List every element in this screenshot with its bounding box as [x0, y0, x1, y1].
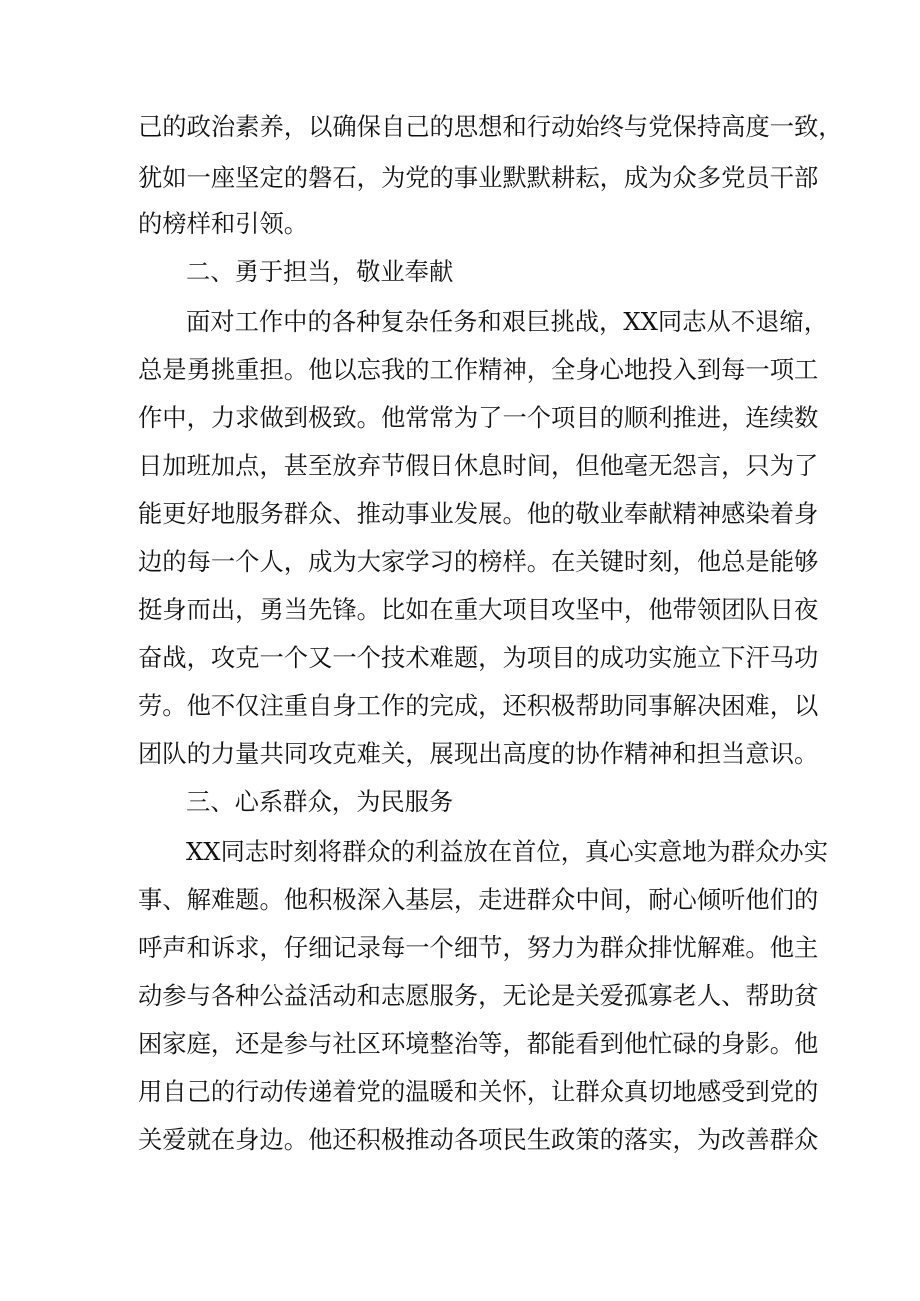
paragraph-line: 奋战，攻克一个又一个技术难题，为项目的成功实施立下汗马功 — [138, 643, 819, 672]
paragraph-line: 用自己的行动传递着党的温暖和关怀，让群众真切地感受到党的 — [138, 1077, 819, 1106]
paragraph-line: 己的政治素养，以确保自己的思想和行动始终与党保持高度一致， — [138, 112, 843, 141]
paragraph-line: 动参与各种公益活动和志愿服务，无论是关爱孤寡老人、帮助贫 — [138, 981, 819, 1010]
paragraph-line: 困家庭，还是参与社区环境整治等，都能看到他忙碌的身影。他 — [138, 1029, 819, 1058]
paragraph-line: 团队的力量共同攻克难关，展现出高度的协作精神和担当意识。 — [138, 739, 819, 768]
paragraph-line: 的榜样和引领。 — [138, 209, 309, 238]
paragraph-line: XX同志时刻将群众的利益放在首位，真心实意地为群众办实 — [186, 837, 829, 866]
paragraph-line: 日加班加点，甚至放弃节假日休息时间，但他毫无怨言，只为了 — [138, 451, 819, 480]
paragraph-line: 劳。他不仅注重自身工作的完成，还积极帮助同事解决困难，以 — [138, 691, 819, 720]
paragraph-line: 总是勇挑重担。他以忘我的工作精神，全身心地投入到每一项工 — [138, 355, 819, 384]
paragraph-line: 面对工作中的各种复杂任务和艰巨挑战，XX同志从不退缩， — [186, 307, 829, 336]
paragraph-line: 挺身而出，勇当先锋。比如在重大项目攻坚中，他带领团队日夜 — [138, 595, 819, 624]
section-heading: 二、勇于担当，敬业奉献 — [186, 257, 454, 286]
paragraph-line: 事、解难题。他积极深入基层，走进群众中间，耐心倾听他们的 — [138, 885, 819, 914]
paragraph-line: 边的每一个人，成为大家学习的榜样。在关键时刻，他总是能够 — [138, 547, 819, 576]
paragraph-line: 作中，力求做到极致。他常常为了一个项目的顺利推进，连续数 — [138, 403, 819, 432]
paragraph-line: 能更好地服务群众、推动事业发展。他的敬业奉献精神感染着身 — [138, 499, 819, 528]
section-heading: 三、心系群众，为民服务 — [186, 787, 454, 816]
paragraph-line: 呼声和诉求，仔细记录每一个细节，努力为群众排忧解难。他主 — [138, 933, 819, 962]
paragraph-line: 犹如一座坚定的磐石，为党的事业默默耕耘，成为众多党员干部 — [138, 163, 819, 192]
paragraph-line: 关爱就在身边。他还积极推动各项民生政策的落实，为改善群众 — [138, 1125, 819, 1154]
